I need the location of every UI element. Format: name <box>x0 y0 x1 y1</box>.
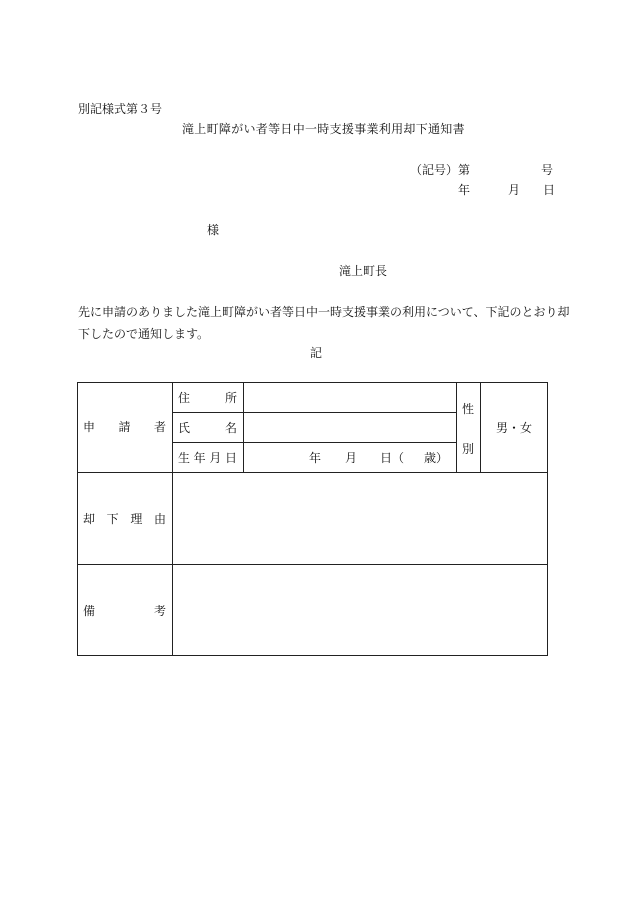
birthdate-label: 生 年 月 日 <box>178 451 237 465</box>
name-label: 氏 名 <box>178 421 237 435</box>
date-day-label: 日 <box>543 183 556 197</box>
remarks-label: 備 考 <box>83 604 166 618</box>
date-year-label: 年 <box>458 183 471 197</box>
reference-number-suffix: 号 <box>541 163 554 177</box>
table-column-divider <box>480 382 481 473</box>
issuer-name: 滝上町長 <box>339 264 388 278</box>
birth-year-label: 年 <box>309 451 322 465</box>
date-month-label: 月 <box>508 183 521 197</box>
table-column-divider <box>456 382 457 473</box>
table-row-divider <box>77 472 548 473</box>
document-title: 滝上町障がい者等日中一時支援事業利用却下通知書 <box>182 122 465 136</box>
body-text-line-1: 先に申請のありました滝上町障がい者等日中一時支援事業の利用について、下記のとおり却 <box>78 305 570 319</box>
birth-day-label: 日（ <box>380 451 405 465</box>
table-border-bottom <box>77 655 548 656</box>
table-row-divider <box>172 442 456 443</box>
birth-month-label: 月 <box>345 451 358 465</box>
reference-number-label: （記号）第 <box>410 163 471 177</box>
gender-label: 性 別 <box>462 402 475 456</box>
remarks-value[interactable] <box>178 572 540 650</box>
rejection-reason-value[interactable] <box>178 480 540 558</box>
recipient-honorific: 様 <box>207 223 220 237</box>
table-row-divider <box>77 564 548 565</box>
table-border-left <box>77 382 78 656</box>
gender-options[interactable]: 男・女 <box>496 421 533 435</box>
table-row-divider <box>172 412 456 413</box>
rejection-reason-label: 却 下 理 由 <box>83 512 166 526</box>
table-border-top <box>77 382 548 383</box>
birth-age-label: 歳） <box>424 451 449 465</box>
address-label: 住 所 <box>178 391 237 405</box>
table-column-divider <box>172 382 173 656</box>
ki-heading: 記 <box>310 346 323 360</box>
table-column-divider <box>243 382 244 473</box>
applicant-label: 申 請 者 <box>83 420 166 434</box>
table-border-right <box>547 382 548 656</box>
form-number: 別記様式第３号 <box>78 102 163 116</box>
body-text-line-2: 下したので通知します。 <box>78 327 210 341</box>
